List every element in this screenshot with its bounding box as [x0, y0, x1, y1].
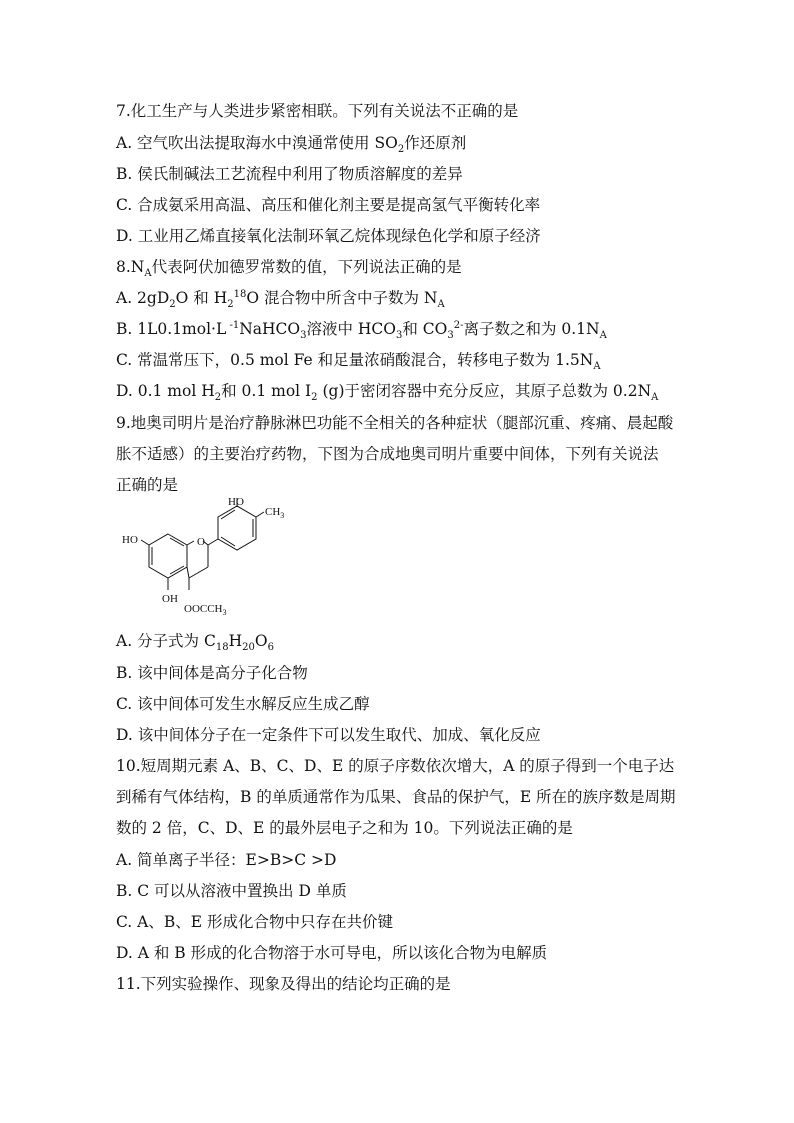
q8-option-b: B. 1L0.1mol·L $^{-1}$NaHCO$_3$溶液中 $HCO_3$和 $CO_3^{2-}$离子数之和为 $0.1N_A$	[116, 319, 607, 342]
bond-ring-o1	[187, 541, 194, 545]
q9-option-b: B. 该中间体是高分子化合物	[116, 664, 308, 682]
q8-option-d: D. 0.1 mol $H_2$和 0.1 mol $I_2$ (g)于密闭容器中充分反应，其原子总数为 $0.2N_A$	[116, 382, 659, 404]
q10-option-a: A. 简单离子半径：E>B>C >D	[116, 851, 337, 869]
q9-stem-line1: 9.地奥司明片是治疗静脉淋巴功能不全相关的各种症状（腿部沉重、疼痛、晨起酸	[116, 414, 674, 432]
q7-option-d: D. 工业用乙烯直接氧化法制环氧乙烷体现绿色化学和原子经济	[116, 227, 541, 245]
methyl-label: $CH_3$	[265, 506, 285, 520]
q10-option-d: D. A 和 B 形成的化合物溶于水可导电，所以该化合物为电解质	[116, 944, 548, 962]
q11-stem: 11.下列实验操作、现象及得出的结论均正确的是	[116, 975, 451, 993]
hydroxyl-bottom-label: OH	[162, 593, 178, 605]
q9-stem-line3: 正确的是	[116, 476, 179, 494]
ring-oxygen-label: O	[197, 536, 205, 548]
q7-option-a: A. 空气吹出法提取海水中溴通常使用 $SO_2$作还原剂	[116, 134, 467, 156]
q10-option-b: B. C 可以从溶液中置换出 D 单质	[116, 882, 347, 900]
q10-stem-line1: 10.短周期元素 A、B、C、D、E 的原子序数依次增大，A 的原子得到一个电子达	[116, 757, 675, 775]
q8-option-c: C. 常温常压下，0.5 mol Fe 和足量浓硝酸混合，转移电子数为 $1.5N_A$	[116, 351, 601, 373]
acetoxy-label: $OOCCH_3$	[184, 603, 227, 617]
q7-option-c: C. 合成氨采用高温、高压和催化剂主要是提高氢气平衡转化率	[116, 196, 541, 214]
q9-stem-line2: 胀不适感）的主要治疗药物，下图为合成地奥司明片重要中间体，下列有关说法	[116, 445, 659, 463]
hydroxyl-left-label: HO	[122, 534, 138, 546]
structural-formula	[118, 498, 288, 618]
benzene-ring-right	[218, 506, 256, 550]
q10-stem-line3: 数的 2 倍，C、D、E 的最外层电子之和为 10。下列说法正确的是	[116, 819, 573, 837]
q10-option-c: C. A、B、E 形成化合物中只存在共价键	[116, 913, 393, 931]
benzene-ring-left	[149, 534, 187, 578]
q10-stem-line2: 到稀有气体结构，B 的单质通常作为瓜果、食品的保护气，E 所在的族序数是周期	[116, 788, 676, 806]
hydroxyl-top-label: HO	[228, 498, 244, 508]
q7-option-b: B. 侯氏制碱法工艺流程中利用了物质溶解度的差异	[116, 165, 463, 183]
q9-option-a: A. 分子式为 $C_{18}H_{20}O_6$	[116, 632, 274, 654]
q9-option-c: C. 该中间体可发生水解反应生成乙醇	[116, 695, 370, 713]
q8-option-a: A. $2gD_2O$ 和 $H_2^{18}O$ 混合物中所含中子数为 $N_A$	[116, 288, 445, 311]
q9-option-d: D. 该中间体分子在一定条件下可以发生取代、加成、氧化反应	[116, 726, 541, 744]
q8-stem: $8.N_A$代表阿伏加德罗常数的值，下列说法正确的是	[116, 258, 462, 280]
q7-stem: 7.化工生产与人类进步紧密相联。下列有关说法不正确的是	[116, 102, 519, 120]
